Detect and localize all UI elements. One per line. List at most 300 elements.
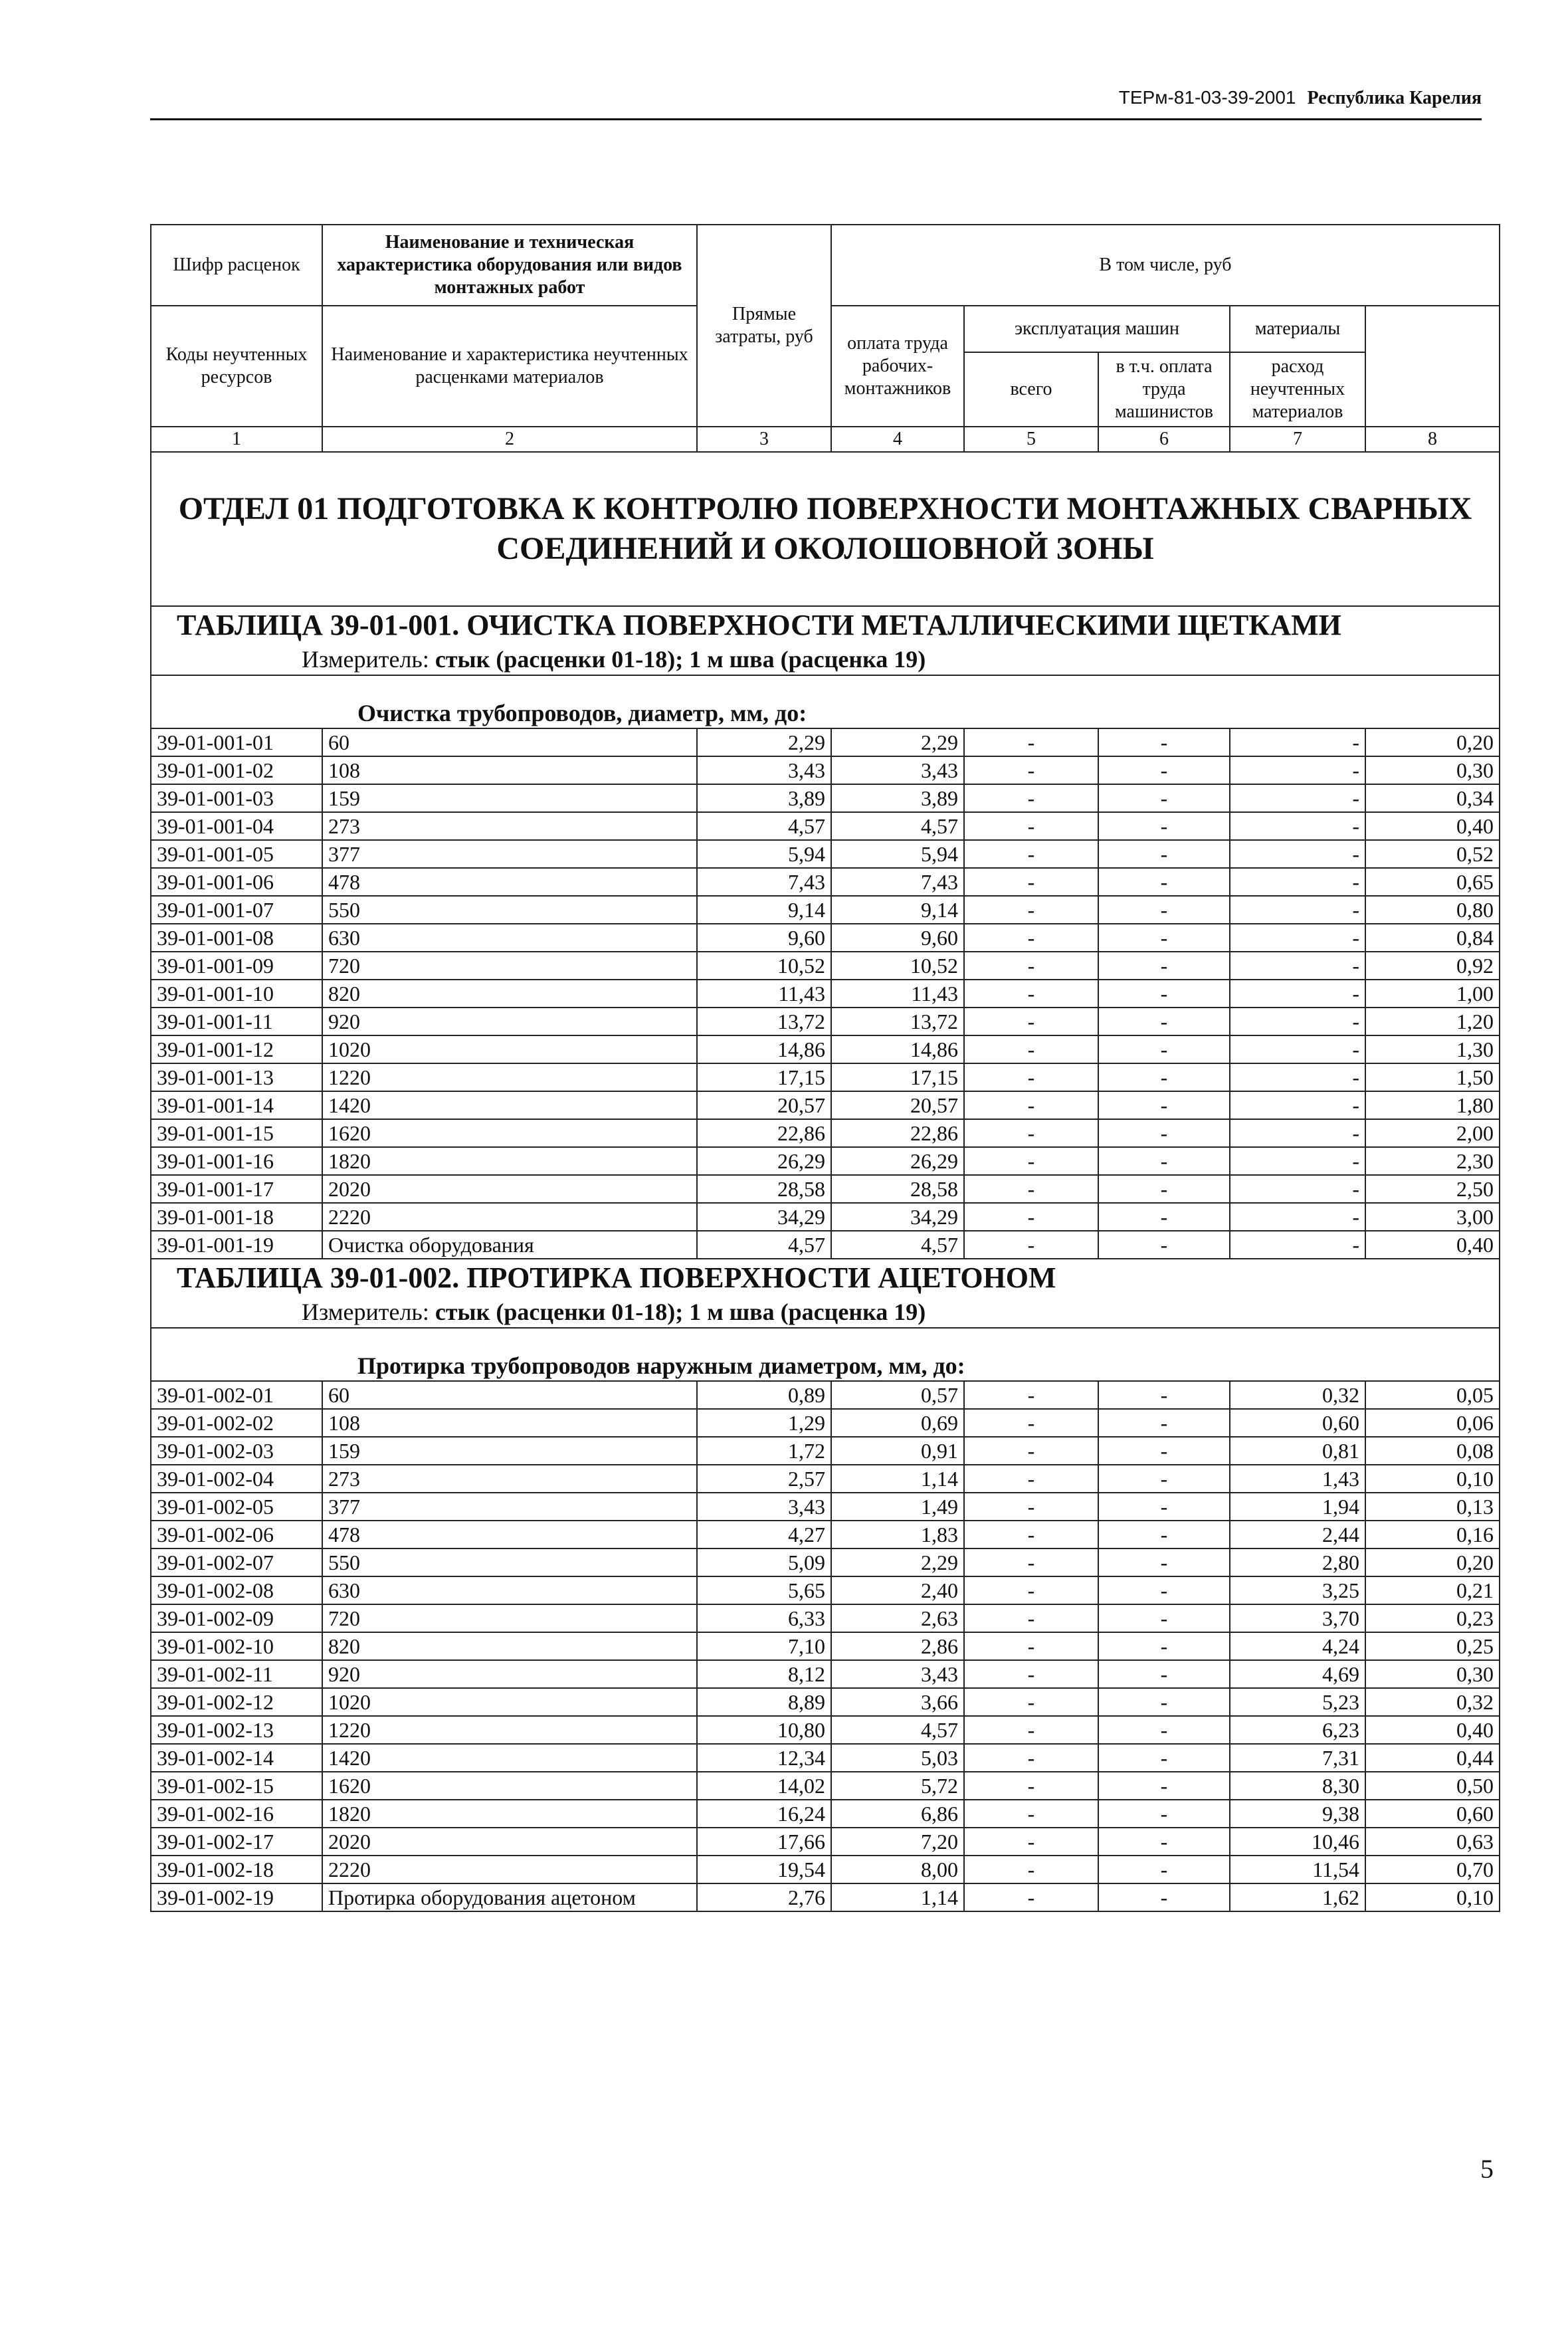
labor-pay: 34,29 (831, 1203, 964, 1231)
rate-name: 60 (322, 728, 697, 756)
labor-hours: 0,60 (1365, 1800, 1500, 1828)
labor-pay: 6,86 (831, 1800, 964, 1828)
labor-hours: 3,00 (1365, 1203, 1500, 1231)
machines-total: - (964, 980, 1098, 1008)
materials-consumption: 11,54 (1230, 1856, 1365, 1883)
table-row (151, 1231, 1500, 1259)
labor-pay: 2,86 (831, 1632, 964, 1660)
rate-name: 1420 (322, 1744, 697, 1772)
rate-name: 273 (322, 812, 697, 840)
machinists-pay: - (1098, 1119, 1230, 1147)
document-header (150, 77, 1482, 120)
rate-name: 478 (322, 1521, 697, 1549)
rates-table (150, 224, 1500, 1912)
table-row (151, 896, 1500, 924)
machines-total: - (964, 1604, 1098, 1632)
rate-name: 720 (322, 1604, 697, 1632)
labor-hours: 0,10 (1365, 1465, 1500, 1493)
table-title: ТАБЛИЦА 39-01-001. ОЧИСТКА ПОВЕРХНОСТИ МЕТАЛЛИЧЕСКИМИ ЩЕТКАМИ (151, 606, 1500, 644)
rate-code: 39-01-002-05 (151, 1493, 322, 1521)
rate-code: 39-01-002-04 (151, 1465, 322, 1493)
column-number: 6 (1098, 427, 1230, 452)
labor-pay: 2,29 (831, 1549, 964, 1576)
machines-total: - (964, 1883, 1098, 1911)
rate-name: 1020 (322, 1688, 697, 1716)
labor-hours: 2,00 (1365, 1119, 1500, 1147)
rate-code: 39-01-001-17 (151, 1175, 322, 1203)
machines-total: - (964, 1119, 1098, 1147)
materials-consumption: - (1230, 1008, 1365, 1035)
column-number: 7 (1230, 427, 1365, 452)
rate-name: 377 (322, 840, 697, 868)
machinists-pay: - (1098, 1688, 1230, 1716)
table-row (151, 1716, 1500, 1744)
table-row (151, 1632, 1500, 1660)
direct-cost: 28,58 (697, 1175, 831, 1203)
labor-pay: 4,57 (831, 1716, 964, 1744)
machines-total: - (964, 1772, 1098, 1800)
direct-cost: 1,72 (697, 1437, 831, 1465)
rate-name: 159 (322, 1437, 697, 1465)
table-row (151, 980, 1500, 1008)
rate-name: 920 (322, 1008, 697, 1035)
table-row (151, 1437, 1500, 1465)
machinists-pay: - (1098, 1521, 1230, 1549)
table-row (151, 1660, 1500, 1688)
col-labor-pay: оплата труда рабочих-монтажников (831, 306, 964, 427)
table-row (151, 756, 1500, 784)
rate-code: 39-01-002-19 (151, 1883, 322, 1911)
table-row (151, 1465, 1500, 1493)
machines-total: - (964, 1660, 1098, 1688)
table-row (151, 1008, 1500, 1035)
table-row (151, 1063, 1500, 1091)
labor-hours: 0,06 (1365, 1409, 1500, 1437)
rate-name: 273 (322, 1465, 697, 1493)
machines-total: - (964, 1231, 1098, 1259)
table-row (151, 1175, 1500, 1203)
machines-total: - (964, 952, 1098, 980)
labor-hours: 0,84 (1365, 924, 1500, 952)
materials-consumption: 3,25 (1230, 1576, 1365, 1604)
materials-consumption: 4,69 (1230, 1660, 1365, 1688)
col-machines-total: всего (964, 352, 1098, 427)
rate-code: 39-01-002-16 (151, 1800, 322, 1828)
materials-consumption: - (1230, 1035, 1365, 1063)
machinists-pay: - (1098, 896, 1230, 924)
machines-total: - (964, 1203, 1098, 1231)
direct-cost: 4,57 (697, 812, 831, 840)
rate-name: 60 (322, 1381, 697, 1409)
labor-pay: 3,66 (831, 1688, 964, 1716)
machinists-pay: - (1098, 924, 1230, 952)
machines-total: - (964, 924, 1098, 952)
materials-consumption: - (1230, 812, 1365, 840)
table-row (151, 1203, 1500, 1231)
column-number: 2 (322, 427, 697, 452)
direct-cost: 8,89 (697, 1688, 831, 1716)
subheading-row (151, 675, 1500, 728)
labor-hours: 0,40 (1365, 1716, 1500, 1744)
machines-total: - (964, 784, 1098, 812)
column-number: 5 (964, 427, 1098, 452)
machinists-pay: - (1098, 1409, 1230, 1437)
rate-code: 39-01-002-01 (151, 1381, 322, 1409)
rate-code: 39-01-001-10 (151, 980, 322, 1008)
rate-code: 39-01-001-07 (151, 896, 322, 924)
rate-name: Очистка оборудования (322, 1231, 697, 1259)
machinists-pay: - (1098, 952, 1230, 980)
table-row (151, 1744, 1500, 1772)
machines-total: - (964, 896, 1098, 924)
labor-hours: 2,50 (1365, 1175, 1500, 1203)
machines-total: - (964, 812, 1098, 840)
rate-code: 39-01-001-15 (151, 1119, 322, 1147)
direct-cost: 10,80 (697, 1716, 831, 1744)
direct-cost: 0,89 (697, 1381, 831, 1409)
rate-code: 39-01-001-05 (151, 840, 322, 868)
machines-total: - (964, 1063, 1098, 1091)
table-row (151, 1688, 1500, 1716)
machinists-pay: - (1098, 1175, 1230, 1203)
labor-pay: 17,15 (831, 1063, 964, 1091)
materials-consumption: 0,81 (1230, 1437, 1365, 1465)
direct-cost: 20,57 (697, 1091, 831, 1119)
machinists-pay: - (1098, 1549, 1230, 1576)
rate-name: 920 (322, 1660, 697, 1688)
machines-total: - (964, 756, 1098, 784)
document-region: Республика Карелия (1307, 88, 1482, 108)
rate-name: 550 (322, 1549, 697, 1576)
rate-code: 39-01-002-06 (151, 1521, 322, 1549)
machinists-pay: - (1098, 1035, 1230, 1063)
machines-total: - (964, 1549, 1098, 1576)
labor-pay: 28,58 (831, 1175, 964, 1203)
table-row (151, 1828, 1500, 1856)
rate-code: 39-01-002-09 (151, 1604, 322, 1632)
col-cipher: Шифр расценок (151, 225, 322, 306)
machinists-pay: - (1098, 1716, 1230, 1744)
rate-name: 1220 (322, 1716, 697, 1744)
machinists-pay: - (1098, 1632, 1230, 1660)
direct-cost: 17,15 (697, 1063, 831, 1091)
labor-hours: 0,92 (1365, 952, 1500, 980)
labor-pay: 4,57 (831, 1231, 964, 1259)
rate-name: 820 (322, 980, 697, 1008)
materials-consumption: - (1230, 1119, 1365, 1147)
machinists-pay: - (1098, 756, 1230, 784)
machinists-pay: - (1098, 784, 1230, 812)
section-row (151, 452, 1500, 606)
labor-pay: 1,49 (831, 1493, 964, 1521)
direct-cost: 4,57 (697, 1231, 831, 1259)
table-row (151, 1409, 1500, 1437)
direct-cost: 3,43 (697, 756, 831, 784)
labor-hours: 0,30 (1365, 756, 1500, 784)
labor-hours: 0,08 (1365, 1437, 1500, 1465)
table-row (151, 952, 1500, 980)
machinists-pay: - (1098, 1660, 1230, 1688)
rate-code: 39-01-002-17 (151, 1828, 322, 1856)
direct-cost: 26,29 (697, 1147, 831, 1175)
machines-total: - (964, 1175, 1098, 1203)
machinists-pay: - (1098, 1856, 1230, 1883)
machines-total: - (964, 1576, 1098, 1604)
rate-name: 720 (322, 952, 697, 980)
rate-code: 39-01-002-03 (151, 1437, 322, 1465)
rate-name: 2220 (322, 1856, 697, 1883)
machinists-pay: - (1098, 840, 1230, 868)
rate-name: 2020 (322, 1828, 697, 1856)
rate-code: 39-01-002-10 (151, 1632, 322, 1660)
direct-cost: 2,29 (697, 728, 831, 756)
table-row (151, 1883, 1500, 1911)
direct-cost: 3,43 (697, 1493, 831, 1521)
labor-pay: 2,63 (831, 1604, 964, 1632)
rate-code: 39-01-002-18 (151, 1856, 322, 1883)
labor-hours: 0,16 (1365, 1521, 1500, 1549)
machines-total: - (964, 1688, 1098, 1716)
rate-code: 39-01-001-08 (151, 924, 322, 952)
rate-name: 1420 (322, 1091, 697, 1119)
rate-name: 1620 (322, 1772, 697, 1800)
rate-name: 159 (322, 784, 697, 812)
rate-code: 39-01-001-13 (151, 1063, 322, 1091)
labor-pay: 5,03 (831, 1744, 964, 1772)
labor-pay: 22,86 (831, 1119, 964, 1147)
rate-name: 1220 (322, 1063, 697, 1091)
table-row (151, 728, 1500, 756)
machinists-pay: - (1098, 1493, 1230, 1521)
meter-cell (151, 1297, 1500, 1328)
direct-cost: 34,29 (697, 1203, 831, 1231)
labor-pay: 7,43 (831, 868, 964, 896)
labor-pay: 9,14 (831, 896, 964, 924)
labor-hours: 0,30 (1365, 1660, 1500, 1688)
rate-code: 39-01-002-15 (151, 1772, 322, 1800)
rate-code: 39-01-002-08 (151, 1576, 322, 1604)
direct-cost: 7,43 (697, 868, 831, 896)
labor-hours: 0,20 (1365, 728, 1500, 756)
labor-pay: 0,57 (831, 1381, 964, 1409)
labor-pay: 3,43 (831, 1660, 964, 1688)
labor-hours: 1,80 (1365, 1091, 1500, 1119)
rate-code: 39-01-001-01 (151, 728, 322, 756)
machines-total: - (964, 1521, 1098, 1549)
meter-row (151, 644, 1500, 675)
labor-hours: 0,10 (1365, 1883, 1500, 1911)
materials-consumption: 7,31 (1230, 1744, 1365, 1772)
direct-cost: 13,72 (697, 1008, 831, 1035)
rate-name: 630 (322, 924, 697, 952)
direct-cost: 11,43 (697, 980, 831, 1008)
labor-hours: 0,13 (1365, 1493, 1500, 1521)
materials-consumption: - (1230, 1091, 1365, 1119)
machinists-pay: - (1098, 1008, 1230, 1035)
labor-pay: 0,69 (831, 1409, 964, 1437)
table-row (151, 868, 1500, 896)
table-row (151, 1604, 1500, 1632)
materials-consumption: - (1230, 784, 1365, 812)
labor-pay: 2,29 (831, 728, 964, 756)
labor-hours: 0,44 (1365, 1744, 1500, 1772)
machines-total: - (964, 1465, 1098, 1493)
labor-hours: 0,65 (1365, 868, 1500, 896)
labor-pay: 10,52 (831, 952, 964, 980)
rate-name: 108 (322, 756, 697, 784)
direct-cost: 22,86 (697, 1119, 831, 1147)
direct-cost: 16,24 (697, 1800, 831, 1828)
labor-hours: 1,50 (1365, 1063, 1500, 1091)
labor-pay: 11,43 (831, 980, 964, 1008)
page-number: 5 (1480, 2154, 1494, 2184)
machinists-pay: - (1098, 980, 1230, 1008)
machinists-pay: - (1098, 1203, 1230, 1231)
rate-code: 39-01-002-02 (151, 1409, 322, 1437)
rate-code: 39-01-002-13 (151, 1716, 322, 1744)
labor-hours: 0,52 (1365, 840, 1500, 868)
machinists-pay: - (1098, 1576, 1230, 1604)
direct-cost: 19,54 (697, 1856, 831, 1883)
direct-cost: 14,86 (697, 1035, 831, 1063)
direct-cost: 8,12 (697, 1660, 831, 1688)
machinists-pay: - (1098, 1800, 1230, 1828)
direct-cost: 9,14 (697, 896, 831, 924)
materials-consumption: 9,38 (1230, 1800, 1365, 1828)
table-row (151, 1493, 1500, 1521)
labor-hours: 1,30 (1365, 1035, 1500, 1063)
labor-pay: 1,14 (831, 1883, 964, 1911)
labor-hours: 0,34 (1365, 784, 1500, 812)
machinists-pay: - (1098, 1465, 1230, 1493)
materials-consumption: 2,80 (1230, 1549, 1365, 1576)
labor-pay: 20,57 (831, 1091, 964, 1119)
materials-consumption: 0,32 (1230, 1381, 1365, 1409)
table-row (151, 924, 1500, 952)
table-row (151, 1576, 1500, 1604)
rate-code: 39-01-001-09 (151, 952, 322, 980)
labor-pay: 7,20 (831, 1828, 964, 1856)
table-row (151, 784, 1500, 812)
direct-cost: 10,52 (697, 952, 831, 980)
table-row (151, 1035, 1500, 1063)
materials-consumption: 1,62 (1230, 1883, 1365, 1911)
column-numbers-row (151, 427, 1500, 452)
table-title-row (151, 606, 1500, 644)
table-title: ТАБЛИЦА 39-01-002. ПРОТИРКА ПОВЕРХНОСТИ АЦЕТОНОМ (151, 1259, 1500, 1297)
labor-pay: 0,91 (831, 1437, 964, 1465)
table-row (151, 1119, 1500, 1147)
rate-code: 39-01-001-18 (151, 1203, 322, 1231)
machines-total: - (964, 840, 1098, 868)
meter-label: Измеритель: (302, 1299, 429, 1325)
materials-consumption: 3,70 (1230, 1604, 1365, 1632)
machines-total: - (964, 868, 1098, 896)
machinists-pay: - (1098, 1437, 1230, 1465)
rate-code: 39-01-001-14 (151, 1091, 322, 1119)
labor-hours: 1,20 (1365, 1008, 1500, 1035)
machinists-pay: - (1098, 1381, 1230, 1409)
rate-name: 377 (322, 1493, 697, 1521)
labor-pay: 13,72 (831, 1008, 964, 1035)
col-materials-consumption: расход неучтенных материалов (1230, 352, 1365, 427)
rate-code: 39-01-001-12 (151, 1035, 322, 1063)
direct-cost: 5,09 (697, 1549, 831, 1576)
col-name-materials: Наименование и характеристика неучтенных расценками материалов (322, 306, 697, 427)
meter-cell (151, 644, 1500, 675)
machinists-pay: - (1098, 1744, 1230, 1772)
materials-consumption: - (1230, 756, 1365, 784)
materials-consumption: - (1230, 1147, 1365, 1175)
labor-pay: 14,86 (831, 1035, 964, 1063)
direct-cost: 6,33 (697, 1604, 831, 1632)
subheading: Протирка трубопроводов наружным диаметром, мм, до: (357, 1352, 965, 1379)
materials-consumption: - (1230, 896, 1365, 924)
machinists-pay: - (1098, 1091, 1230, 1119)
materials-consumption: - (1230, 980, 1365, 1008)
labor-hours: 0,63 (1365, 1828, 1500, 1856)
materials-consumption: - (1230, 952, 1365, 980)
machines-total: - (964, 1437, 1098, 1465)
materials-consumption: 1,43 (1230, 1465, 1365, 1493)
rate-code: 39-01-002-11 (151, 1660, 322, 1688)
rate-name: Протирка оборудования ацетоном (322, 1883, 697, 1911)
col-including: В том числе, руб (831, 225, 1500, 306)
machines-total: - (964, 1632, 1098, 1660)
subheading-cell (151, 675, 1500, 728)
column-number: 4 (831, 427, 964, 452)
machines-total: - (964, 1381, 1098, 1409)
materials-consumption: - (1230, 1203, 1365, 1231)
labor-hours: 0,40 (1365, 1231, 1500, 1259)
machinists-pay: - (1098, 1063, 1230, 1091)
machines-total: - (964, 1800, 1098, 1828)
col-machinists-pay: в т.ч. оплата труда машинистов (1098, 352, 1230, 427)
machines-total: - (964, 1409, 1098, 1437)
materials-consumption: - (1230, 1175, 1365, 1203)
direct-cost: 5,65 (697, 1576, 831, 1604)
labor-pay: 9,60 (831, 924, 964, 952)
labor-hours: 0,70 (1365, 1856, 1500, 1883)
rate-code: 39-01-001-11 (151, 1008, 322, 1035)
labor-pay: 3,43 (831, 756, 964, 784)
table-row (151, 1381, 1500, 1409)
machinists-pay: - (1098, 1604, 1230, 1632)
labor-pay: 2,40 (831, 1576, 964, 1604)
labor-pay: 4,57 (831, 812, 964, 840)
labor-hours: 0,21 (1365, 1576, 1500, 1604)
rate-name: 2020 (322, 1175, 697, 1203)
table-row (151, 1800, 1500, 1828)
materials-consumption: - (1230, 1063, 1365, 1091)
rate-name: 550 (322, 896, 697, 924)
machinists-pay: - (1098, 728, 1230, 756)
rate-code: 39-01-002-14 (151, 1744, 322, 1772)
machinists-pay: - (1098, 868, 1230, 896)
machinists-pay: - (1098, 1231, 1230, 1259)
rate-name: 478 (322, 868, 697, 896)
direct-cost: 9,60 (697, 924, 831, 952)
materials-consumption: - (1230, 868, 1365, 896)
rate-code: 39-01-002-07 (151, 1549, 322, 1576)
table-row (151, 1091, 1500, 1119)
table-body (151, 452, 1500, 1911)
meter-value: стык (расценки 01-18); 1 м шва (расценка 19) (435, 646, 926, 673)
direct-cost: 5,94 (697, 840, 831, 868)
meter-row (151, 1297, 1500, 1328)
direct-cost: 2,76 (697, 1883, 831, 1911)
machines-total: - (964, 1716, 1098, 1744)
